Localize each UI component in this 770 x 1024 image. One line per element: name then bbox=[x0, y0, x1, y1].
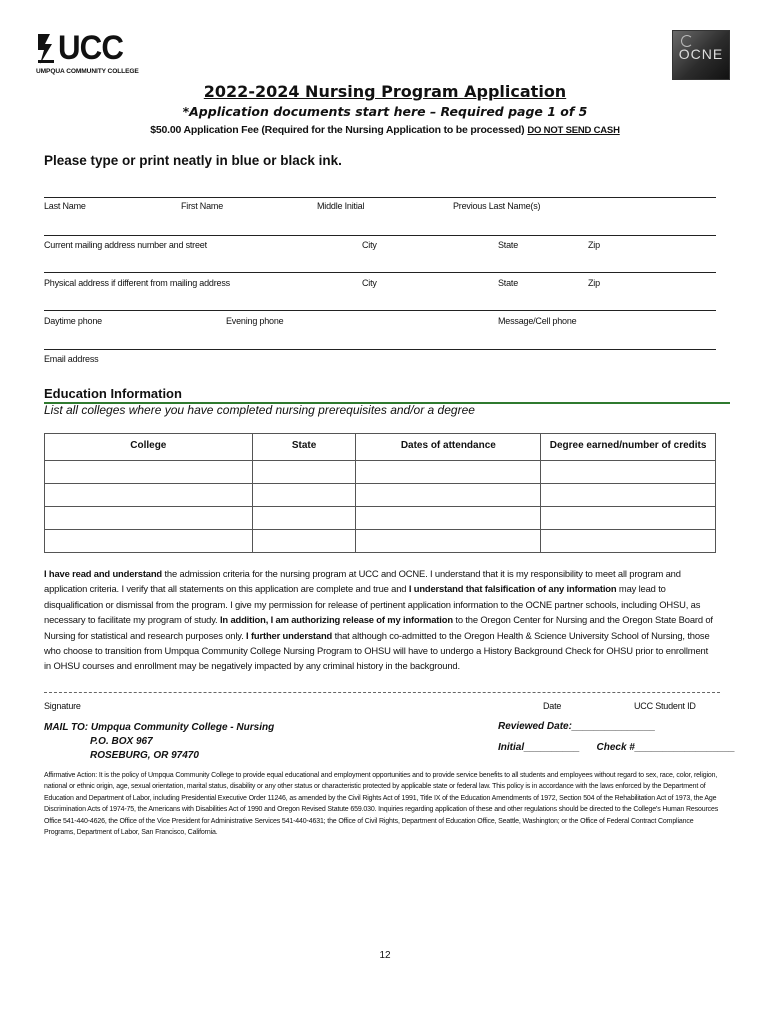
education-heading: Education Information bbox=[44, 386, 182, 401]
education-subheading: List all colleges where you have completed nursing prerequisites and/or a degree bbox=[44, 403, 475, 417]
degree-cell[interactable] bbox=[541, 507, 716, 530]
mailing-instructions bbox=[44, 721, 274, 763]
table-header-row bbox=[45, 434, 716, 461]
reviewed-date-field: Reviewed Date:_______________ bbox=[498, 721, 656, 732]
physical-address-label: Physical address if different from mailing address bbox=[44, 278, 230, 288]
physical-zip-label: Zip bbox=[588, 278, 600, 288]
college-cell[interactable] bbox=[45, 484, 253, 507]
fee-text: $50.00 Application Fee (Required for the Nursing Application to be processed) bbox=[150, 124, 525, 136]
mail-city-state: ROSEBURG, OR 97470 bbox=[90, 750, 199, 761]
daytime-phone-label: Daytime phone bbox=[44, 316, 102, 326]
college-cell[interactable] bbox=[45, 530, 253, 553]
college-cell[interactable] bbox=[45, 461, 253, 484]
degree-column-header: Degree earned/number of credits bbox=[541, 434, 716, 461]
state-cell[interactable] bbox=[252, 507, 356, 530]
mail-po-box: P.O. BOX 967 bbox=[90, 736, 153, 747]
dates-cell[interactable] bbox=[356, 530, 541, 553]
statement-text-4: that although co-admitted to the Oregon Health & Science University School of Nursing, those who choose to transition from Umpqua Community College Nursing Program to OHSU will have to undergo a History Background Check for OHSU prior to enrollment in OHSU courses and enrollment may be negatively impacted by any criminal history in the background. bbox=[44, 629, 710, 672]
dates-cell[interactable] bbox=[356, 461, 541, 484]
mailing-city-label: City bbox=[362, 240, 377, 250]
ocne-logo bbox=[672, 30, 730, 80]
message-phone-label: Message/Cell phone bbox=[498, 316, 577, 326]
certification-statement bbox=[44, 566, 716, 674]
college-cell[interactable] bbox=[45, 507, 253, 530]
statement-bold-3: In addition, I am authorizing release of my information bbox=[219, 614, 453, 626]
phone-line[interactable] bbox=[44, 310, 716, 311]
check-number-field: Check #__________________ bbox=[596, 742, 735, 753]
name-line[interactable] bbox=[44, 197, 716, 198]
dates-cell[interactable] bbox=[356, 484, 541, 507]
degree-cell[interactable] bbox=[541, 484, 716, 507]
ucc-bridge-icon bbox=[36, 30, 58, 70]
no-cash-notice: DO NOT SEND CASH bbox=[527, 125, 620, 136]
ink-instruction: Please type or print neatly in blue or black ink. bbox=[44, 153, 342, 168]
mailing-address-line[interactable] bbox=[44, 235, 716, 236]
degree-cell[interactable] bbox=[541, 530, 716, 553]
statement-text-2: may lead to disqualification or dismissal from the program. I give my permission for release of pertinent application information to the OCNE partner schools, including OHSU, as necessary to facilitate my program of study. bbox=[44, 583, 701, 626]
ucc-logo bbox=[36, 29, 139, 78]
page-subtitle: *Application documents start here – Required page 1 of 5 bbox=[182, 104, 588, 119]
initial-field: Initial__________ bbox=[498, 742, 580, 753]
degree-cell[interactable] bbox=[541, 461, 716, 484]
table-row bbox=[45, 484, 716, 507]
table-row bbox=[45, 530, 716, 553]
student-id-label: UCC Student ID bbox=[634, 701, 696, 711]
colleges-table bbox=[44, 433, 716, 553]
email-label: Email address bbox=[44, 354, 99, 364]
date-label: Date bbox=[543, 701, 562, 711]
dates-column-header: Dates of attendance bbox=[356, 434, 541, 461]
previous-last-names-label: Previous Last Name(s) bbox=[453, 201, 541, 211]
state-cell[interactable] bbox=[252, 530, 356, 553]
table-row bbox=[45, 507, 716, 530]
statement-bold-1: I have read and understand bbox=[44, 568, 163, 579]
email-line[interactable] bbox=[44, 349, 716, 350]
statement-text-3: to the Oregon Center for Nursing and the Oregon State Board of Nursing for statistical and research purposes only. bbox=[44, 614, 713, 641]
ocne-logo-text: OCNE bbox=[678, 46, 724, 62]
physical-city-label: City bbox=[362, 278, 377, 288]
state-column-header: State bbox=[252, 434, 356, 461]
state-cell[interactable] bbox=[252, 461, 356, 484]
ucc-logo-text: UCC bbox=[58, 29, 124, 67]
signature-line[interactable] bbox=[44, 692, 720, 693]
last-name-label: Last Name bbox=[44, 201, 86, 211]
physical-state-label: State bbox=[498, 278, 519, 288]
physical-address-line[interactable] bbox=[44, 272, 716, 273]
ucc-logo-subtext: UMPQUA COMMUNITY COLLEGE bbox=[36, 68, 139, 75]
mailing-zip-label: Zip bbox=[588, 240, 600, 250]
first-name-label: First Name bbox=[181, 201, 224, 211]
mailing-state-label: State bbox=[498, 240, 519, 250]
middle-initial-label: Middle Initial bbox=[317, 201, 365, 211]
statement-bold-4: I further understand bbox=[246, 629, 333, 641]
mail-to-line: MAIL TO: Umpqua Community College - Nursing bbox=[44, 722, 275, 733]
signature-label: Signature bbox=[44, 701, 81, 711]
dates-cell[interactable] bbox=[356, 507, 541, 530]
page-number: 12 bbox=[379, 950, 391, 961]
fee-notice bbox=[0, 124, 770, 136]
evening-phone-label: Evening phone bbox=[226, 316, 284, 326]
statement-text-1: the admission criteria for the nursing program at UCC and OCNE. I understand that it is my responsibility to meet all program and application criteria. I verify that all statements on this application are complete and true and bbox=[44, 568, 681, 595]
affirmative-action-notice: Affirmative Action: It is the policy of Umpqua Community College to provide equal educational and employment opportunities and to provide service benefits to all students and employees without regard to sex, race, color, religion, national or ethnic origin, age, sexual orientation, marital status, disability or any other status or characteristic protected by applicable state or federal law. This policy is in accordance with the laws enforced by the Department of Education and Department of Labor, including Presidential Executive Order 11246, as amended by the Civil Rights Act of 1991, Title IX of the Education Amendments of 1972, Section 504 of the Rehabilitation Act of 1973, the Age Discrimination Acts of 1974-75, the Americans with Disabilities Act of 1990 and Oregon Revised Statute 659.030. Inquiries regarding application of these and other regulations should be directed to the College's Human Resources Office 541-440-4626, the Office of the Vice President for Administrative Services 541-440-4631; the Office of Civil Rights, Department of Education Office, Seattle, Washington; or the Office of Federal Contract Compliance Programs, Department of Labor, San Francisco, California. bbox=[44, 772, 719, 837]
mailing-address-label: Current mailing address number and street bbox=[44, 240, 207, 250]
initial-check-row bbox=[498, 742, 735, 753]
page-title: 2022-2024 Nursing Program Application bbox=[203, 82, 567, 101]
statement-bold-2: I understand that falsification of any information bbox=[408, 583, 617, 595]
office-use-fields bbox=[498, 721, 735, 753]
table-row bbox=[45, 461, 716, 484]
state-cell[interactable] bbox=[252, 484, 356, 507]
college-column-header: College bbox=[45, 434, 253, 461]
